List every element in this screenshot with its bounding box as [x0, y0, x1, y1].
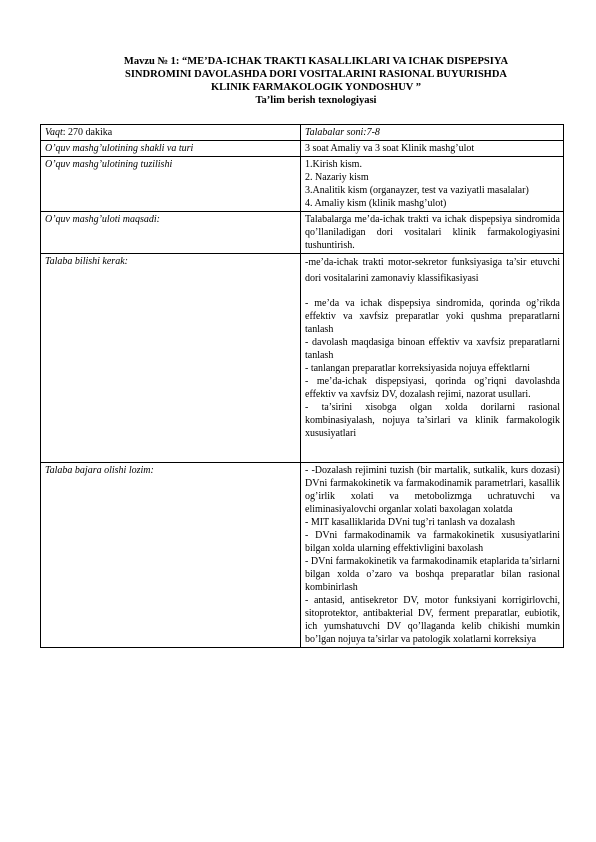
list-item: - me’da-ichak dispepsiyasi, qorinda og’riqni davolashda effektiv va xavfsiz DV, dozalash rejimi, nazorat usullari.	[305, 376, 560, 400]
row-value: Talabalarga me’da-ichak trakti va ichak dispepsiya sindromida qo’llaniladigan dori vositalari klinik farmakologiyasini tushuntirish.	[301, 212, 564, 254]
table-row	[41, 254, 564, 463]
table-row	[41, 463, 564, 648]
list-item: -me’da-ichak trakti motor-sekretor funksiyasiga ta’sir etuvchi dori vositalarini zamonaviy klassifikasiyasi	[305, 257, 560, 284]
table-row	[41, 141, 564, 157]
time-label: Vaqt	[45, 127, 63, 138]
title-line-4: Ta’lim berish texnologiyasi	[255, 95, 377, 106]
list-item: 2. Nazariy kism	[305, 172, 369, 183]
row-value: 3 soat Amaliy va 3 soat Klinik mashg’ulot	[301, 141, 564, 157]
row-label: O’quv mashg’ulotining shakli va turi	[41, 141, 301, 157]
list-item: - DVni farmakokinetik va farmakodinamik etaplarida ta’sirlarni bilgan xolda o’zaro va boshqa preparatlar bilan rasional kombinirlash	[305, 556, 560, 593]
row-label: Talaba bilishi kerak:	[41, 254, 301, 463]
list-item: - -Dozalash rejimini tuzish (bir martalik, sutkalik, kurs dozasi) DVni farmakokinetik va farmakodinamik parametrlari, kasallik og’irlik xolati va metobolizmga uchratuvchi va eliminasiyalovchi organlar xolati baxolagan xolatda	[305, 465, 560, 515]
list-item: - ta’sirini xisobga olgan xolda dorilarni rasional kombinasiyalash, nojuya ta’sirlari va klinik farmakologik xususiyatlari	[305, 402, 560, 439]
title-line-1: Mavzu № 1: “ME’DA-ICHAK TRAKTI KASALLIKLARI VA ICHAK DISPEPSIYA	[123, 56, 509, 67]
list-item: - DVni farmakodinamik va farmakokinetik xususiyatlarini bilgan xolda ularning effektivligini baxolash	[305, 530, 560, 554]
title-line-2: SINDROMINI DAVOLASHDA DORI VOSITALARINI RASIONAL BUYURISHDA	[124, 69, 508, 80]
list-item: - antasid, antisekretor DV, motor funksiyani korrigirlovchi, sitoprotektor, antibakterial DV, ferment preparatlar, eubiotik, ich yumshatuvchi DV qo’llaganda kelib chikishi mumkin bo’lgan nojuya ta’sirlar va patologik xolatlarni korreksiya	[305, 595, 560, 645]
list-item: - MIT kasalliklarida DVni tug’ri tanlash va dozalash	[305, 517, 516, 528]
students-count: Talabalar soni:7-8	[301, 125, 564, 141]
document-title	[80, 55, 552, 107]
row-label: Talaba bajara olishi lozim:	[41, 463, 301, 648]
row-value	[301, 463, 564, 648]
table-row	[41, 125, 564, 141]
list-item: - davolash maqdasiga binoan effektiv va xavfsiz preparatlarni tanlash	[305, 337, 560, 361]
spacer	[305, 287, 560, 297]
row-value	[301, 254, 564, 463]
list-item: - tanlangan preparatlar korreksiyasida nojuya effektlarni	[305, 363, 530, 374]
list-item: 3.Analitik kism (organayzer, test va vaziyatli masalalar)	[305, 185, 529, 196]
table-row	[41, 212, 564, 254]
row-label: O’quv mashg’uloti maqsadi:	[41, 212, 301, 254]
list-item: - me’da va ichak dispepsiya sindromida, qorinda og’rikda effektiv va xavfsiz preparatlar yoki qushma preparatlarni tanlash	[305, 298, 560, 335]
lesson-table	[40, 124, 564, 648]
row-value	[301, 157, 564, 212]
list-item: 4. Amaliy kism (klinik mashg’ulot)	[305, 198, 447, 209]
title-line-3: KLINIK FARMAKOLOGIK YONDOSHUV ”	[210, 82, 422, 93]
time-cell	[41, 125, 301, 141]
list-item: 1.Kirish kism.	[305, 159, 362, 170]
time-value: : 270 dakika	[62, 127, 113, 138]
row-label: O’quv mashg’ulotining tuzilishi	[41, 157, 301, 212]
table-row	[41, 157, 564, 212]
